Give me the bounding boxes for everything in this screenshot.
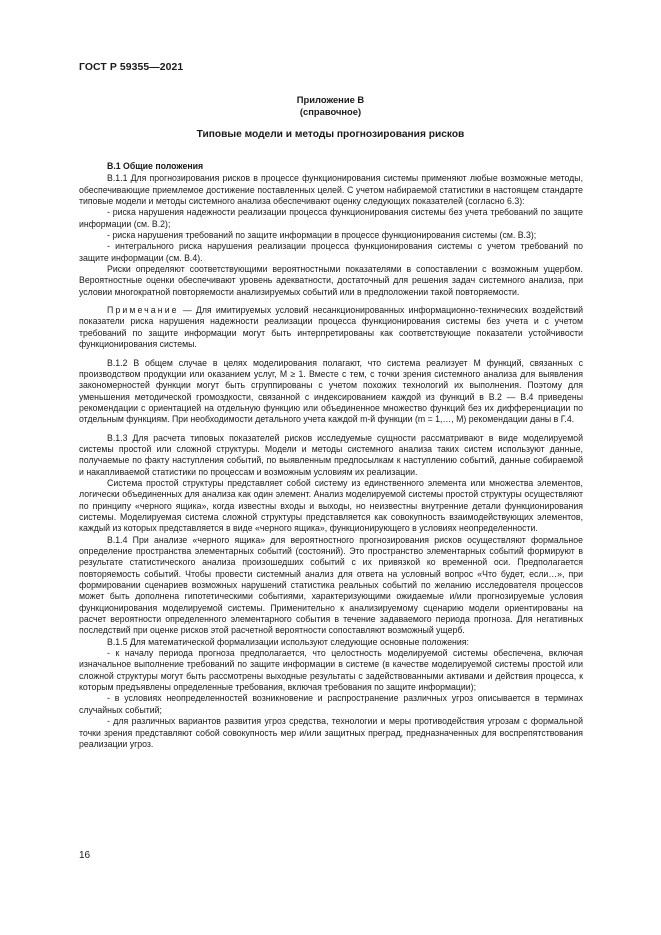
document-header: ГОСТ Р 59355—2021 — [79, 62, 184, 73]
list-item: - интегрального риска нарушения реализации процесса функционирования системы с учетом требований по защите информации (см. В.4). — [79, 241, 583, 263]
paragraph: В.1.4 При анализе «черного ящика» для вероятностного прогнозирования рисков осуществляют формальное определение пространства элементарных событий (состояний). Это пространство элементарных событий формируют в результате статистического анализа произошедших событий с их привязкой ко временной оси. Предполагается повторяемость событий. Чтобы провести системный анализ для ответа на условный вопрос «Что будет, если…», при формировании сценариев возможных нарушений статистика реальных событий по желанию исследователя процессов может быть дополнена гипотетическими событиями, характеризующими ожидаемые и/или прогнозируемые условия функционирования моделируемой системы. Применительно к анализируемому сценарию модели ориентированы на расчет вероятности определенного элементарного события в течение задаваемого периода прогноза. Для негативных последствий при оценке рисков этой расчетной вероятности сопоставляют возможный ущерб. — [79, 534, 583, 636]
annex-subtitle: (справочное) — [299, 106, 362, 117]
document-title: Типовые модели и методы прогнозирования рисков — [196, 129, 465, 140]
list-item: - риска нарушения требований по защите информации в процессе функционирования системы (см. В.3); — [107, 230, 537, 241]
paragraph: В.1.2 В общем случае в целях моделирования полагают, что система реализует M функций, связанных с производством продукции или оказанием услуг, M ≥ 1. Вместе с тем, с точки зрения системного анализа для выявления закономерностей функции могут быть сгруппированы с учетом похожих технологий их выполнения. Поэтому для уменьшения методической громоздкости, связанной с индексированием каждой из функций в В.2 — В.4 приведены рекомендации с ориентацией на отдельную функцию или объединенное множество функций без их дифференциации по отдельным функциям. При необходимости детального учета каждой m-й функции (m = 1,…, M) рекомендации даны в Г.4. — [79, 357, 583, 425]
section-title: В.1 Общие положения — [107, 161, 204, 171]
page-number: 16 — [79, 850, 91, 861]
note-paragraph — [79, 305, 583, 350]
paragraph: В.1.3 Для расчета типовых показателей рисков исследуемые сущности рассматривают в виде моделируемой системы простой или сложной структуры. Модели и методы системного анализа таких систем используют данные, получаемые по факту наступления событий, по выявленным предпосылкам к наступлению событий, данные собираемой и накапливаемой статистики по процессам и возможным условиям их реализации. — [79, 432, 583, 477]
list-item: - риска нарушения надежности реализации процесса функционирования системы без учета требований по защите информации (см. В.2); — [79, 207, 583, 229]
note-label: Примечание — [107, 305, 179, 316]
paragraph: Система простой структуры представляет собой систему из единственного элемента или множества элементов, логически объединенных для анализа как один элемент. Анализ моделируемой системы простой структуры осуществляют по принципу «черного ящика», когда известны входы и выходы, но неизвестны внутренние детали функционирования системы. Моделируемая система сложной структуры представляется как совокупность взаимодействующих элементов, каждый из которых представляется в виде «черного ящика», функционирующего в условиях неопределенности. — [79, 477, 583, 534]
list-item: - в условиях неопределенностей возникновение и распространение различных угроз описывается в терминах случайных событий; — [79, 693, 583, 715]
note-text: — Для имитируемых условий несанкционированных информационно-технических воздействий показатели риска нарушения надежности реализации процесса функционирования системы без учета и с учетом требований по защите информации могут быть интерпретированы как соответствующие показатели устойчивости функционирования системы. — [79, 305, 583, 350]
document-body — [79, 161, 583, 750]
list-item: - к началу периода прогноза предполагается, что целостность моделируемой системы обеспечена, включая изначальное выполнение требований по защите информации в системе (в качестве моделируемой системы простой или сложной структуры могут быть рассмотрены выходные результаты с задействованными активами и действия процесса, к которым предъявлены определенные требования, включая требования по защите информации); — [79, 648, 583, 693]
paragraph: В.1.1 Для прогнозирования рисков в процессе функционирования системы применяют любые возможные методы, обеспечивающие приемлемое достижение поставленных целей. С учетом набираемой статистики в настоящем стандарте типовые модели и методы системного анализа обеспечивают оценку следующих показателей (согласно 6.3): — [79, 173, 583, 207]
annex-title: Приложение В — [296, 94, 365, 105]
list-item: - для различных вариантов развития угроз средства, технологии и меры противодействия угрозам с формальной точки зрения представляют собой совокупность мер и/или защитных преград, предназначенных для воспрепятствования реализации угроз. — [79, 716, 583, 749]
paragraph: В.1.5 Для математической формализации используют следующие основные положения: — [107, 636, 469, 647]
paragraph: Риски определяют соответствующими вероятностными показателями в сопоставлении с возможным ущербом. Вероятностные оценки обеспечивают уровень адекватности, достаточный для решения задач системного анализа, при условии многократной повторяемости анализируемых событий или в предположении такой повторяемости. — [79, 264, 583, 297]
